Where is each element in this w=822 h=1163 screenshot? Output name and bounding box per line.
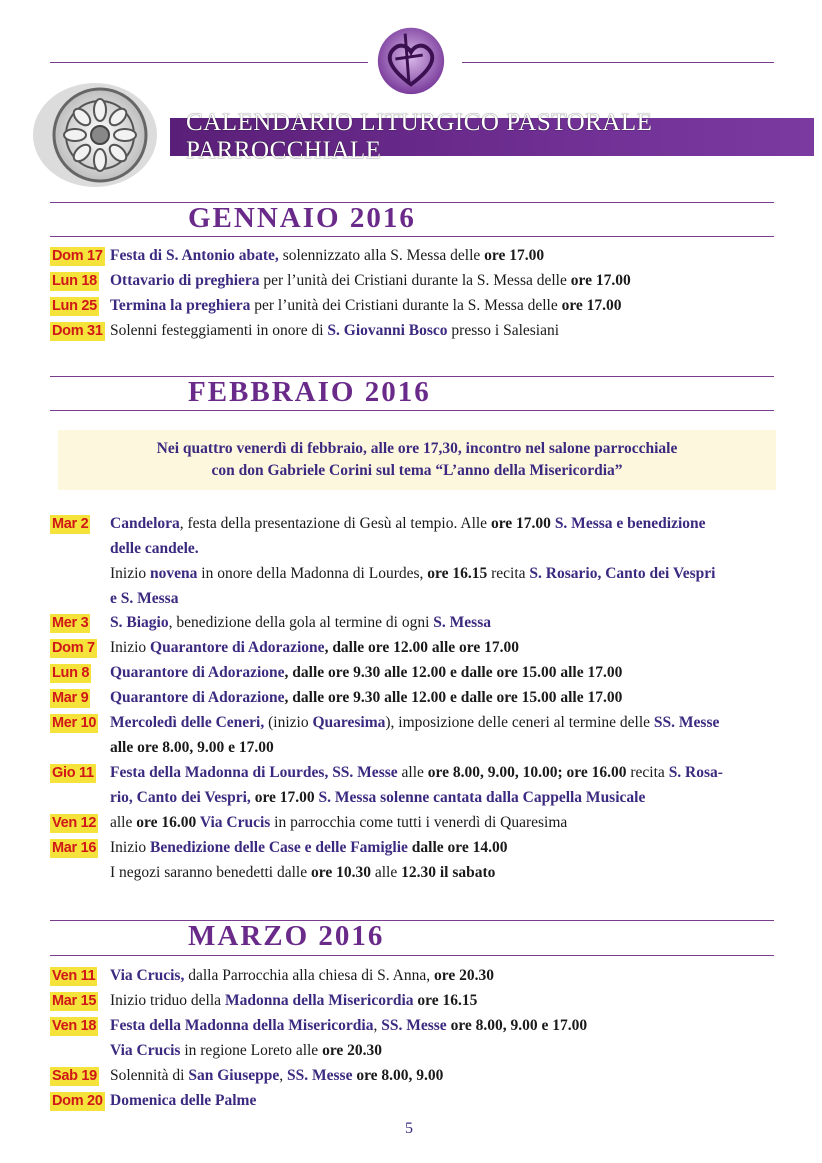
day-badge: Lun 18 xyxy=(52,273,97,289)
month-title-febbraio: FEBBRAIO 2016 xyxy=(188,376,431,408)
event-continuation xyxy=(110,862,495,884)
event-text: dalla Parrocchia alla chiesa di S. Anna, xyxy=(184,967,434,984)
event-text: I negozi saranno benedetti dalle xyxy=(110,864,311,881)
event-text: Festa della Madonna di Lourdes, SS. Messe xyxy=(110,764,398,781)
event-text: Quaresima xyxy=(312,714,386,731)
event-row xyxy=(50,612,782,634)
marzo-rule-top xyxy=(50,920,774,921)
event-continuation xyxy=(110,1040,382,1062)
event-text: in parrocchia come tutti i venerdì di Quaresima xyxy=(270,814,568,831)
event-text: , xyxy=(373,1017,382,1034)
event-text: presso i Salesiani xyxy=(447,322,560,339)
day-badge: Gio 11 xyxy=(52,765,94,781)
page-number: 5 xyxy=(405,1120,413,1137)
event-continuation: e S. Messa xyxy=(110,590,179,607)
banner-title: CALENDARIO LITURGICO PASTORALE PARROCCHIALE xyxy=(170,118,814,156)
event-continuation: delle candele. xyxy=(110,540,199,557)
event-text: ore 8.00, 9.00 e 17.00 xyxy=(446,1017,588,1034)
event-text: , benedizione della gola al termine di ogni xyxy=(168,614,434,631)
febbraio-rule-bottom xyxy=(50,410,774,411)
event-text: , dalle ore 9.30 alle 12.00 e dalle ore 15.00 alle 17.00 xyxy=(284,664,623,681)
event-row xyxy=(50,513,782,535)
event-text: ore 16.15 xyxy=(427,565,488,582)
event-text: 12.30 il sabato xyxy=(401,864,496,881)
day-badge: Sab 19 xyxy=(52,1068,97,1084)
event-text: recita xyxy=(626,764,669,781)
event-text: S. Messa xyxy=(433,614,491,631)
top-rule-right xyxy=(462,62,774,63)
event-row xyxy=(50,1015,782,1037)
event-text: S. Biagio xyxy=(110,614,169,631)
event-text: ore 20.30 xyxy=(433,967,494,984)
event-text: solennizzato alla S. Messa delle xyxy=(278,247,485,264)
event-text: Via Crucis xyxy=(110,1042,181,1059)
event-text: alle xyxy=(397,764,428,781)
event-text: Inizio xyxy=(110,639,151,656)
day-badge: Mer 10 xyxy=(52,715,97,731)
event-text: SS. Messe xyxy=(653,714,720,731)
event-text: in regione Loreto alle xyxy=(180,1042,323,1059)
event-text: ore 17.00 xyxy=(561,297,622,314)
event-text: , dalle ore 12.00 alle ore 17.00 xyxy=(324,639,520,656)
day-badge: Mer 3 xyxy=(52,615,89,631)
event-text: SS. Messe xyxy=(287,1067,353,1084)
event-row xyxy=(50,295,782,317)
notice-line-1: Nei quattro venerdì di febbraio, alle ore 17,30, incontro nel salone parrocchiale xyxy=(156,440,678,457)
day-badge: Dom 7 xyxy=(52,640,95,656)
event-text: novena xyxy=(150,565,198,582)
event-row xyxy=(50,812,782,834)
day-badge: Lun 8 xyxy=(52,665,90,681)
event-text: Madonna della Misericordia xyxy=(224,992,414,1009)
day-badge: Ven 12 xyxy=(52,815,97,831)
heart-cross-logo-icon xyxy=(372,20,450,98)
event-text: San Giuseppe xyxy=(188,1067,280,1084)
event-text: recita xyxy=(487,565,530,582)
event-text: Inizio triduo della xyxy=(110,992,225,1009)
event-text: Mercoledì delle Ceneri, xyxy=(110,714,265,731)
event-text: S. Rosario, Canto dei Vespri xyxy=(529,565,716,582)
event-text: S. Messa solenne cantata dalla Cappella Musicale xyxy=(318,789,646,806)
day-badge: Mar 15 xyxy=(52,993,97,1009)
event-text: ), imposizione delle ceneri al termine delle xyxy=(385,714,654,731)
event-row xyxy=(50,1065,782,1087)
day-badge: Ven 18 xyxy=(52,1018,97,1034)
event-text: dalle ore 14.00 xyxy=(407,839,508,856)
event-row xyxy=(50,245,782,267)
event-text: ore 17.00 xyxy=(484,247,545,264)
event-text: ore 10.30 xyxy=(311,864,371,881)
day-badge: Lun 25 xyxy=(52,298,97,314)
notice-line-2: con don Gabriele Corini sul tema “L’anno della Misericordia” xyxy=(211,462,623,479)
event-continuation: alle ore 8.00, 9.00 e 17.00 xyxy=(110,739,274,756)
day-badge: Mar 9 xyxy=(52,690,89,706)
event-text: per l’unità dei Cristiani durante la S. Messa delle xyxy=(259,272,571,289)
event-continuation xyxy=(110,787,645,809)
month-title-gennaio: GENNAIO 2016 xyxy=(188,202,416,234)
event-text: , festa della presentazione di Gesù al tempio. Alle xyxy=(179,515,491,532)
marzo-rule-bottom xyxy=(50,955,774,956)
event-text: per l’unità dei Cristiani durante la S. Messa delle xyxy=(250,297,562,314)
event-text: SS. Messe xyxy=(381,1017,447,1034)
event-row xyxy=(50,1090,782,1112)
event-text: Inizio xyxy=(110,565,151,582)
event-text: ore 17.00 xyxy=(250,789,319,806)
event-continuation xyxy=(110,563,715,585)
event-text: ore 17.00 xyxy=(490,515,551,532)
event-text: ore 16.15 xyxy=(413,992,478,1009)
event-text: S. Giovanni Bosco xyxy=(327,322,448,339)
event-text: ore 20.30 xyxy=(322,1042,383,1059)
event-text: Candelora xyxy=(110,515,180,532)
event-text: Inizio xyxy=(110,839,151,856)
event-text: ore 16.00 xyxy=(136,814,197,831)
top-rule-left xyxy=(50,62,368,63)
event-text: ore 17.00 xyxy=(570,272,631,289)
event-text: (inizio xyxy=(264,714,313,731)
event-text: , dalle ore 9.30 alle 12.00 e dalle ore 15.00 alle 17.00 xyxy=(284,689,623,706)
event-text: Via Crucis, xyxy=(110,967,185,984)
event-text: Festa di S. Antonio abate, xyxy=(110,247,279,264)
event-text: Benedizione delle Case e delle Famiglie xyxy=(150,839,408,856)
event-text: Domenica delle Palme xyxy=(110,1092,257,1109)
event-text: Solenni festeggiamenti in onore di xyxy=(110,322,328,339)
gennaio-rule-bottom xyxy=(50,236,774,237)
event-row xyxy=(50,990,782,1012)
event-row xyxy=(50,712,782,734)
event-row xyxy=(50,687,782,709)
event-row xyxy=(50,320,782,342)
event-text: alle xyxy=(110,814,137,831)
event-text: ore 8.00, 9.00 xyxy=(352,1067,444,1084)
event-text: Festa della Madonna della Misericordia xyxy=(110,1017,374,1034)
event-row xyxy=(50,637,782,659)
event-text: , xyxy=(279,1067,287,1084)
event-text: rio, Canto dei Vespri, xyxy=(110,789,251,806)
event-text: S. Messa e benedizione xyxy=(550,515,706,532)
event-text: in onore della Madonna di Lourdes, xyxy=(197,565,428,582)
rose-window-icon xyxy=(30,80,160,190)
notice-box xyxy=(58,430,776,490)
event-row xyxy=(50,270,782,292)
day-badge: Mar 16 xyxy=(52,840,97,856)
event-text: Quarantore di Adorazione xyxy=(110,689,285,706)
event-row xyxy=(50,762,782,784)
event-row xyxy=(50,837,782,859)
event-text: Quarantore di Adorazione xyxy=(110,664,285,681)
event-text: ore 8.00, 9.00, 10.00; ore 16.00 xyxy=(427,764,627,781)
day-badge: Dom 20 xyxy=(52,1093,103,1109)
event-row xyxy=(50,662,782,684)
event-text: alle xyxy=(370,864,402,881)
event-text: Ottavario di preghiera xyxy=(110,272,260,289)
event-row xyxy=(50,965,782,987)
event-text: S. Rosa- xyxy=(668,764,723,781)
event-text: Quarantore di Adorazione xyxy=(150,639,325,656)
event-text: Termina la preghiera xyxy=(110,297,251,314)
event-text: Via Crucis xyxy=(196,814,271,831)
month-title-marzo: MARZO 2016 xyxy=(188,920,385,952)
event-text: Solennità di xyxy=(110,1067,189,1084)
day-badge: Ven 11 xyxy=(52,968,96,984)
day-badge: Mar 2 xyxy=(52,516,89,532)
day-badge: Dom 17 xyxy=(52,248,103,264)
day-badge: Dom 31 xyxy=(52,323,103,339)
